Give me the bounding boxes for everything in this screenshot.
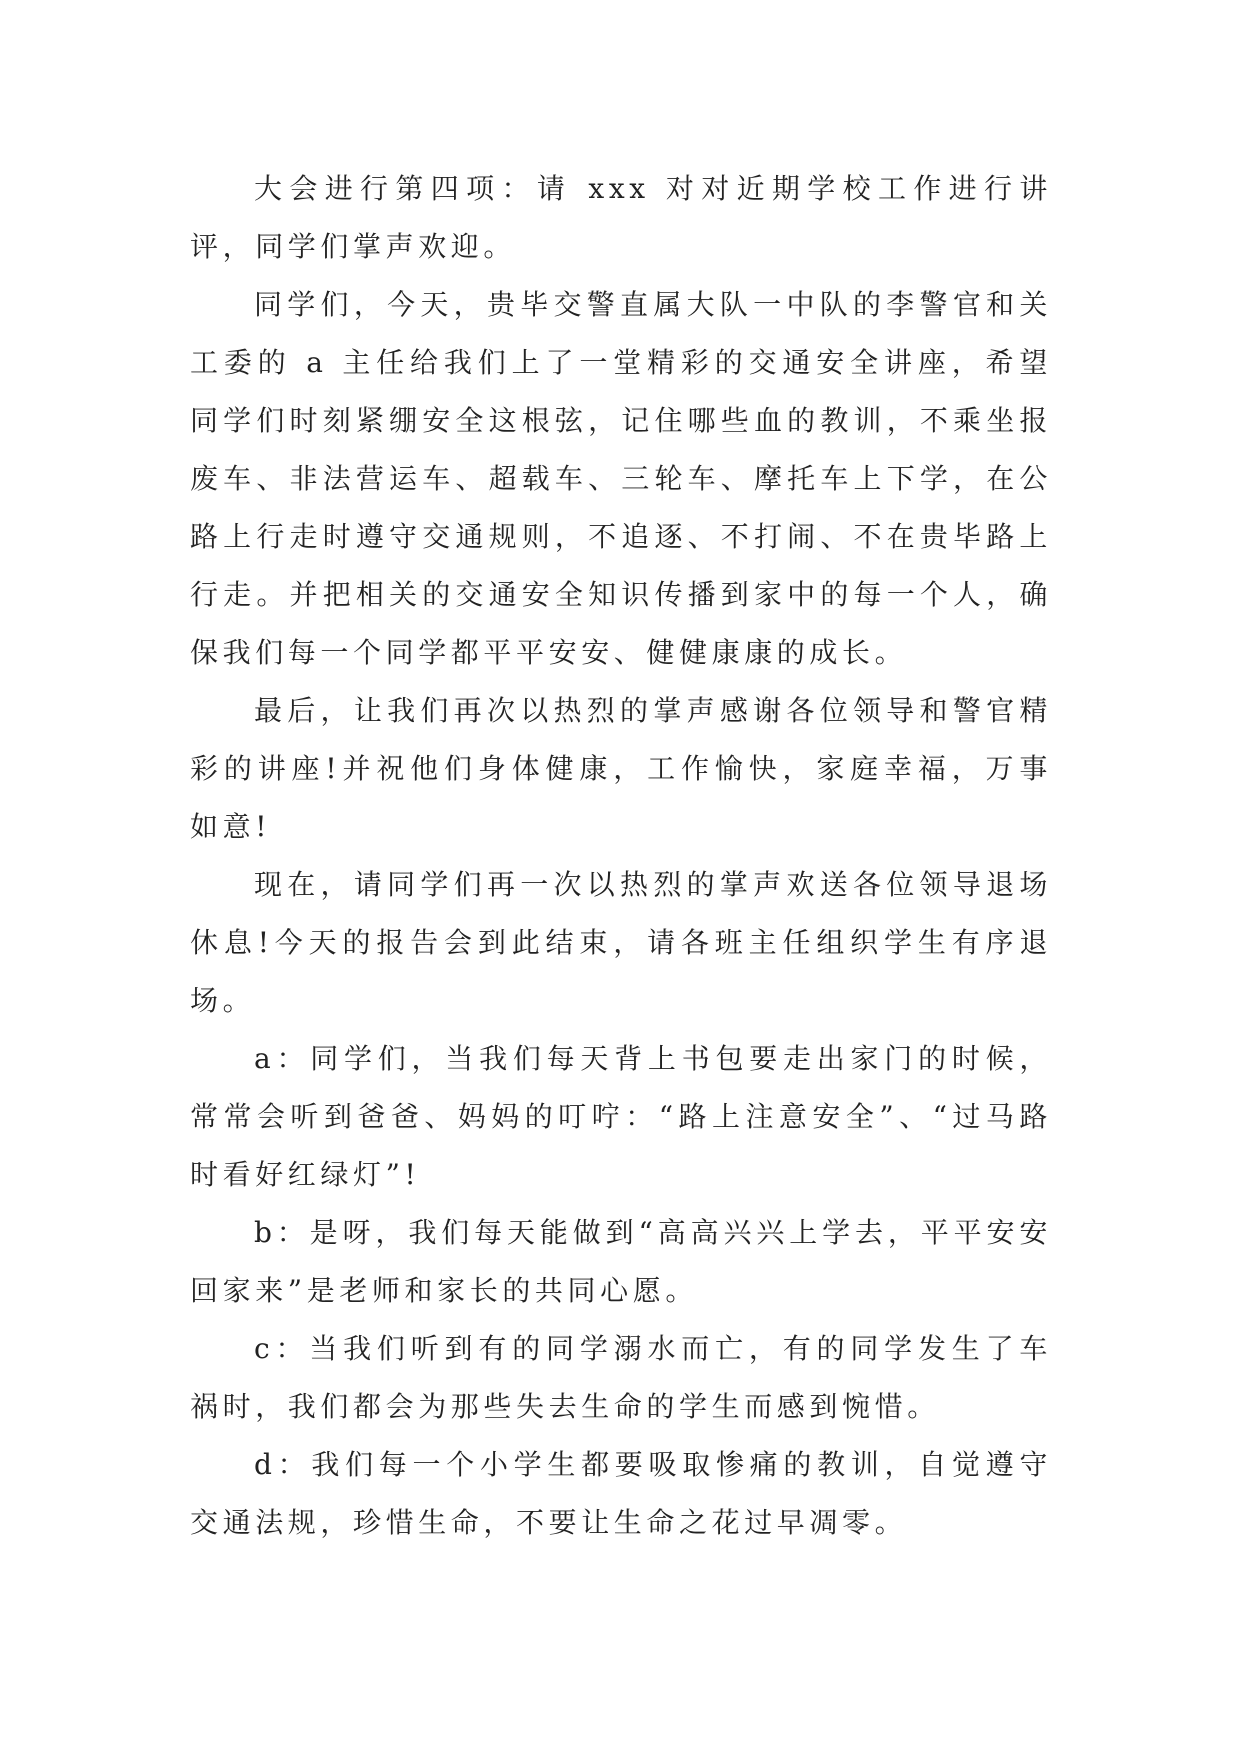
paragraph-safety-lecture-summary: 同学们，今天，贵毕交警直属大队一中队的李警官和关工委的 a 主任给我们上了一堂精彩的交通安全讲座，希望同学们时刻紧绷安全这根弦，记住哪些血的教训，不乘坐报废车、非法营运车、超载车、三轮车、摩托车上下学，在公路上行走时遵守交通规则，不追逐、不打闹、不在贵毕路上行走。并把相关的交通安全知识传播到家中的每一个人，确保我们每一个同学都平平安安、健健康康的成长。 (190, 288, 1052, 669)
paragraph-speaker-a: a：同学们，当我们每天背上书包要走出家门的时候，常常会听到爸爸、妈妈的叮咛：“路上注意安全”、“过马路时看好红绿灯”! (190, 1042, 1052, 1191)
paragraph-speaker-c: c：当我们听到有的同学溺水而亡，有的同学发生了车祸时，我们都会为那些失去生命的学生而感到惋惜。 (190, 1332, 1052, 1423)
paragraph-thanks: 最后，让我们再次以热烈的掌声感谢各位领导和警官精彩的讲座!并祝他们身体健康，工作愉快，家庭幸福，万事如意! (190, 694, 1052, 843)
document-body (190, 160, 1052, 1552)
paragraph-agenda-item-four: 大会进行第四项：请 xxx 对对近期学校工作进行讲评，同学们掌声欢迎。 (190, 172, 1052, 263)
paragraph-closing: 现在，请同学们再一次以热烈的掌声欢送各位领导退场休息!今天的报告会到此结束，请各班主任组织学生有序退场。 (190, 868, 1052, 1017)
paragraph-speaker-d: d：我们每一个小学生都要吸取惨痛的教训，自觉遵守交通法规，珍惜生命，不要让生命之花过早凋零。 (190, 1448, 1052, 1539)
paragraph-speaker-b: b：是呀，我们每天能做到“高高兴兴上学去，平平安安回家来”是老师和家长的共同心愿。 (190, 1216, 1052, 1307)
